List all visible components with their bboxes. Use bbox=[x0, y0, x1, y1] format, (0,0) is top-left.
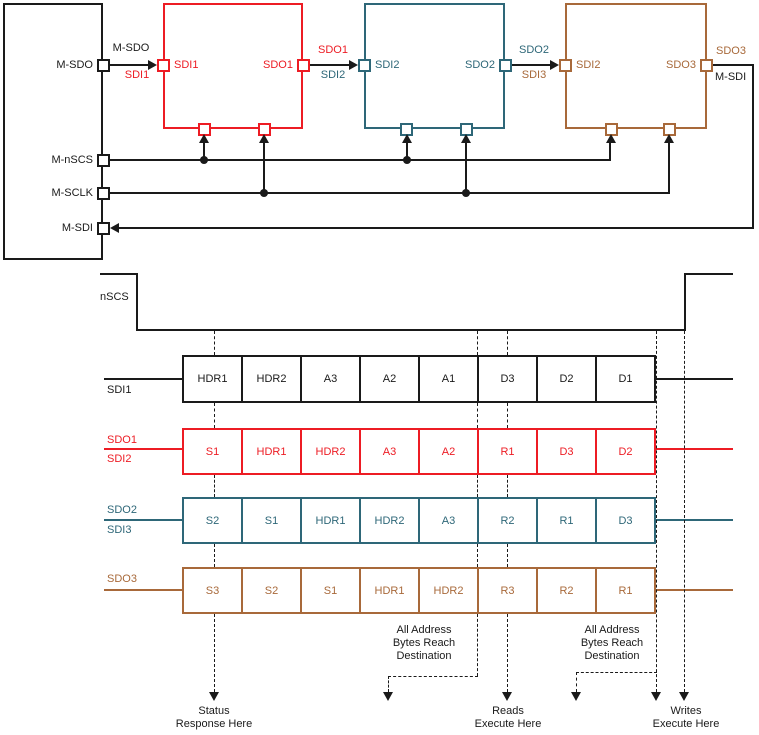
row-sdo3-label-above: SDO3 bbox=[107, 573, 137, 585]
timing-cell: R3 bbox=[477, 567, 538, 614]
nscs-low-level bbox=[136, 329, 686, 331]
row-sdo2-trailer bbox=[654, 519, 733, 521]
annotation-line: Execute Here bbox=[474, 718, 542, 730]
arrow-up-icon bbox=[199, 134, 209, 143]
device1-sdi-label: SDI1 bbox=[174, 59, 199, 71]
annotation-line: Writes bbox=[670, 705, 702, 717]
link4-label-above: SDO3 bbox=[716, 45, 746, 57]
arrow-up-icon bbox=[259, 134, 269, 143]
master-pin-label-msdi: M-SDI bbox=[61, 222, 93, 234]
row-sdo2-label-below: SDI3 bbox=[107, 524, 132, 536]
timing-cell: A3 bbox=[300, 355, 361, 403]
annotation-line: Reads bbox=[492, 705, 524, 717]
annotation-status bbox=[154, 705, 274, 731]
marker-addr2-elbow bbox=[576, 672, 657, 673]
timing-cell: HDR1 bbox=[241, 428, 302, 475]
marker-addr1-line bbox=[477, 475, 478, 497]
row-sdo1-label-above: SDO1 bbox=[107, 434, 137, 446]
master-pin-msclk bbox=[97, 187, 110, 200]
timing-cell: HDR2 bbox=[300, 428, 361, 475]
annotation-line: All Address bbox=[584, 624, 640, 636]
annotation-line: Execute Here bbox=[652, 718, 720, 730]
timing-cell: S2 bbox=[182, 497, 243, 544]
timing-cell: D3 bbox=[477, 355, 538, 403]
timing-cell: HDR1 bbox=[300, 497, 361, 544]
timing-cell: R1 bbox=[595, 567, 656, 614]
marker-reads-line bbox=[507, 475, 508, 497]
link1-label-above: M-SDO bbox=[112, 42, 150, 54]
nscs-rising-edge bbox=[684, 273, 686, 331]
annotation-addr2 bbox=[562, 624, 662, 663]
junction-dot bbox=[462, 189, 470, 197]
annotation-reads bbox=[448, 705, 568, 731]
marker-addr1-drop bbox=[388, 676, 389, 692]
timing-cell: R1 bbox=[477, 428, 538, 475]
row-sdo1-label-below: SDI2 bbox=[107, 453, 132, 465]
timing-cell: A2 bbox=[418, 428, 479, 475]
timing-cell: HDR1 bbox=[359, 567, 420, 614]
row-sdi1-leader bbox=[104, 378, 182, 380]
marker-addr2-drop bbox=[576, 672, 577, 692]
wire-sdo2-sdi3 bbox=[512, 64, 551, 66]
marker-status-line bbox=[214, 331, 215, 355]
marker-addr1-line bbox=[477, 403, 478, 428]
device3-sdo-pin bbox=[700, 59, 713, 72]
arrow-down-icon bbox=[679, 692, 689, 701]
link2-label-above: SDO1 bbox=[318, 44, 348, 56]
link3-label-above: SDO2 bbox=[519, 44, 549, 56]
row-sdo3-trailer bbox=[654, 589, 733, 591]
arrow-up-icon bbox=[402, 134, 412, 143]
timing-cell: A3 bbox=[418, 497, 479, 544]
arrow-left-icon bbox=[110, 223, 119, 233]
annotation-line: Bytes Reach bbox=[392, 637, 456, 649]
row-sdo3-leader bbox=[104, 589, 182, 591]
timing-cell: HDR1 bbox=[182, 355, 243, 403]
timing-cell: S1 bbox=[182, 428, 243, 475]
link2-label-below: SDI2 bbox=[320, 69, 346, 81]
timing-cell: S2 bbox=[241, 567, 302, 614]
nscs-falling-edge bbox=[136, 273, 138, 331]
wire-nscs-bus bbox=[110, 159, 611, 161]
marker-reads-line bbox=[507, 331, 508, 355]
nscs-high-right bbox=[684, 273, 733, 275]
marker-addr1-line bbox=[477, 544, 478, 567]
wire-nscs-stub3 bbox=[609, 142, 611, 161]
marker-reads-line bbox=[507, 614, 508, 692]
row-sdi1-label: SDI1 bbox=[107, 384, 132, 396]
marker-status-line bbox=[214, 403, 215, 428]
master-pin-label-mnscs: M-nSCS bbox=[51, 154, 93, 166]
link3-label-below: SDI3 bbox=[521, 69, 547, 81]
master-pin-label-msdo: M-SDO bbox=[56, 59, 93, 71]
row-sdo1-leader bbox=[104, 448, 182, 450]
wire-sdo1-sdi2 bbox=[310, 64, 350, 66]
timing-cell: HDR2 bbox=[359, 497, 420, 544]
row-sdo1-trailer bbox=[654, 448, 733, 450]
marker-status-line bbox=[214, 544, 215, 567]
nscs-signal-label: nSCS bbox=[100, 291, 129, 303]
arrow-down-icon bbox=[383, 692, 393, 701]
timing-cell: D3 bbox=[536, 428, 597, 475]
timing-cell: A3 bbox=[359, 428, 420, 475]
nscs-high-left bbox=[100, 273, 138, 275]
link1-label-below: SDI1 bbox=[124, 69, 150, 81]
arrow-down-icon bbox=[571, 692, 581, 701]
row-sdo2-label-above: SDO2 bbox=[107, 504, 137, 516]
arrow-up-icon bbox=[461, 134, 471, 143]
link4-label-below: M-SDI bbox=[715, 71, 747, 83]
timing-cell: D2 bbox=[536, 355, 597, 403]
timing-cell: R2 bbox=[536, 567, 597, 614]
wire-sclk-bus bbox=[110, 192, 670, 194]
arrow-up-icon bbox=[664, 134, 674, 143]
wire-msdi-return bbox=[119, 227, 754, 229]
annotation-line: Bytes Reach bbox=[580, 637, 644, 649]
annotation-line: All Address bbox=[396, 624, 452, 636]
wire-sclk-stub1 bbox=[263, 142, 265, 194]
marker-addr1-line bbox=[477, 331, 478, 355]
annotation-line: Response Here bbox=[175, 718, 253, 730]
annotation-line: Destination bbox=[584, 650, 640, 662]
wire-sdo3-out bbox=[713, 64, 754, 66]
wire-msdo-sdi1 bbox=[110, 64, 149, 66]
device2-sdo-label: SDO2 bbox=[465, 59, 495, 71]
timing-cell: A1 bbox=[418, 355, 479, 403]
junction-dot bbox=[200, 156, 208, 164]
master-pin-label-msclk: M-SCLK bbox=[51, 187, 93, 199]
junction-dot bbox=[403, 156, 411, 164]
row-sdi1-trailer bbox=[654, 378, 733, 380]
arrow-down-icon bbox=[502, 692, 512, 701]
timing-cell: S3 bbox=[182, 567, 243, 614]
timing-cell: D3 bbox=[595, 497, 656, 544]
master-pin-msdi bbox=[97, 222, 110, 235]
annotation-line: Destination bbox=[396, 650, 452, 662]
device3-sdi-label: SDI2 bbox=[576, 59, 601, 71]
timing-cell: HDR2 bbox=[418, 567, 479, 614]
arrow-down-icon bbox=[651, 692, 661, 701]
marker-reads-line bbox=[507, 403, 508, 428]
annotation-addr1 bbox=[374, 624, 474, 663]
master-pin-mnscs bbox=[97, 154, 110, 167]
marker-addr1-elbow bbox=[388, 676, 478, 677]
device3-sdo-label: SDO3 bbox=[666, 59, 696, 71]
timing-cell: A2 bbox=[359, 355, 420, 403]
timing-cell: R2 bbox=[477, 497, 538, 544]
annotation-line: Status bbox=[198, 705, 230, 717]
timing-cell: S1 bbox=[300, 567, 361, 614]
arrow-down-icon bbox=[209, 692, 219, 701]
marker-status-line bbox=[214, 614, 215, 692]
timing-cell: D1 bbox=[595, 355, 656, 403]
wire-sclk-stub3 bbox=[668, 142, 670, 194]
row-sdo2-leader bbox=[104, 519, 182, 521]
device1-sdo-label: SDO1 bbox=[263, 59, 293, 71]
device2-sdi-label: SDI2 bbox=[375, 59, 400, 71]
timing-cell: D2 bbox=[595, 428, 656, 475]
marker-status-line bbox=[214, 475, 215, 497]
marker-addr1-line bbox=[477, 614, 478, 676]
timing-cell: HDR2 bbox=[241, 355, 302, 403]
annotation-writes bbox=[626, 705, 746, 731]
arrow-up-icon bbox=[606, 134, 616, 143]
timing-cell: S1 bbox=[241, 497, 302, 544]
timing-cell: R1 bbox=[536, 497, 597, 544]
marker-writes-line bbox=[684, 331, 685, 692]
wire-sclk-stub2 bbox=[465, 142, 467, 194]
wire-loopback-vertical bbox=[752, 64, 754, 229]
junction-dot bbox=[260, 189, 268, 197]
marker-reads-line bbox=[507, 544, 508, 567]
